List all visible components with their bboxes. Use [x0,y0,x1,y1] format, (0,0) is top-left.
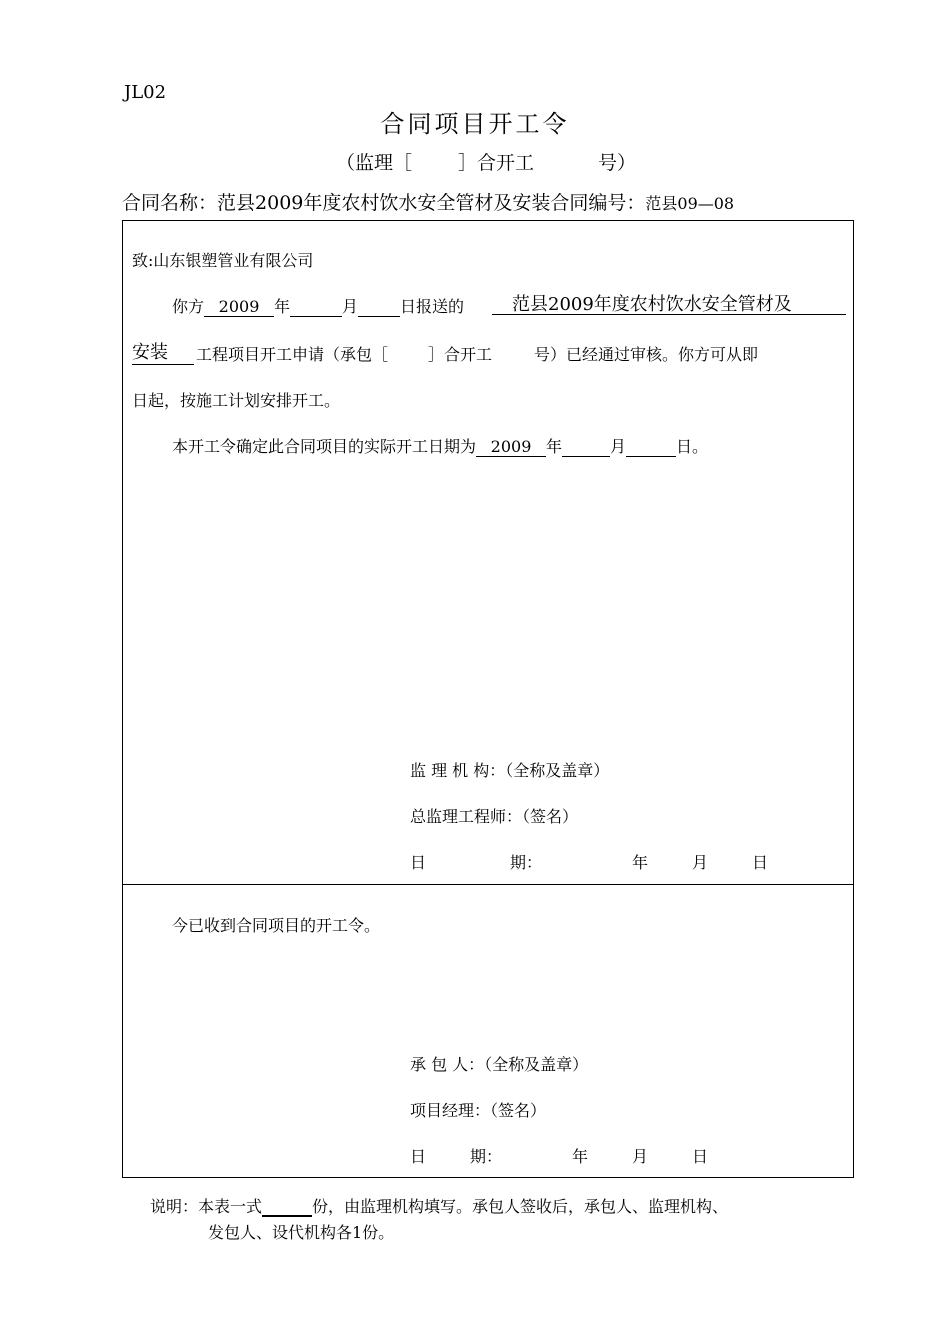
copies-blank [262,1197,312,1217]
contractor-date-day: 日 [692,1147,709,1166]
contractor-date-year: 年 [572,1147,589,1166]
start-month-blank [562,456,610,457]
p2-month-unit: 月 [610,437,627,456]
contract-no-label: 合同编号： [550,192,646,214]
project-name-line-2: 安装 [132,342,168,363]
contract-name-label: 合同名称： [122,192,218,214]
contract-info-line [122,188,734,215]
receipt-statement: 今已收到合同项目的开工令。 [172,916,381,935]
p2-year-unit: 年 [546,437,563,456]
notice-line-2 [196,342,758,365]
p1-mid: 工程项目开工申请（承包［ [196,345,389,364]
form-code: JL02 [124,82,167,103]
supervisor-date-day: 日 [752,853,769,872]
report-month-blank [290,316,342,317]
contract-no: 范县09—08 [645,194,735,213]
report-year: 2009 [204,298,274,317]
supervisor-date-year: 年 [632,853,649,872]
p2-prefix: 本开工令确定此合同项目的实际开工日期为 [172,437,477,456]
supervisor-org-label: 监 理 机 构：（全称及盖章） [410,761,610,780]
start-day-blank [626,456,676,457]
chief-engineer-label: 总监理工程师：（签名） [410,807,579,826]
footer-note-prefix: 说明：本表一式 [150,1197,263,1216]
notice-line-3: 日起，按施工计划安排开工。 [132,391,341,410]
project-name-line-1: 范县2009年度农村饮水安全管材及 [512,294,792,315]
contractor-date-qi: 期： [470,1147,503,1166]
p1-mid3: 号）已经通过审核。你方可从即 [534,345,759,364]
supervisor-date-month: 月 [692,853,709,872]
subtitle-open: （监理［ [336,152,413,174]
footer-note-line-2: 发包人、设代机构各1份。 [208,1223,395,1242]
p1-year-unit: 年 [274,297,291,316]
project-manager-label: 项目经理：（签名） [410,1101,547,1120]
subtitle-mid: ］合开工 [458,152,535,174]
subtitle-close: 号） [598,152,637,174]
supervisor-date-qi: 期： [510,853,543,872]
recipient: 致:山东银塑管业有限公司 [132,251,314,270]
p1-prefix: 你方 [172,297,205,316]
p1-month-unit: 月 [342,297,359,316]
contract-name: 范县2009年度农村饮水安全管材及安装 [217,192,551,214]
contractor-date-month: 月 [632,1147,649,1166]
p2-day-unit: 日。 [676,437,709,456]
footer-note-mid: 份，由监理机构填写。承包人签收后，承包人、监理机构、 [312,1197,729,1216]
start-date-line [172,434,708,457]
supervisor-date-ri: 日 [410,853,427,872]
contractor-date-ri: 日 [410,1147,427,1166]
p1-mid2: ］合开工 [428,345,493,364]
p1-day-suffix: 日报送的 [400,297,465,316]
contractor-org-label: 承 包 人：（全称及盖章） [410,1055,589,1074]
section-divider [123,884,853,885]
page-title: 合同项目开工令 [380,110,570,138]
notice-line-1 [172,294,464,317]
start-year: 2009 [476,438,546,457]
footer-note-line-1 [150,1194,728,1217]
report-day-blank [358,316,400,317]
